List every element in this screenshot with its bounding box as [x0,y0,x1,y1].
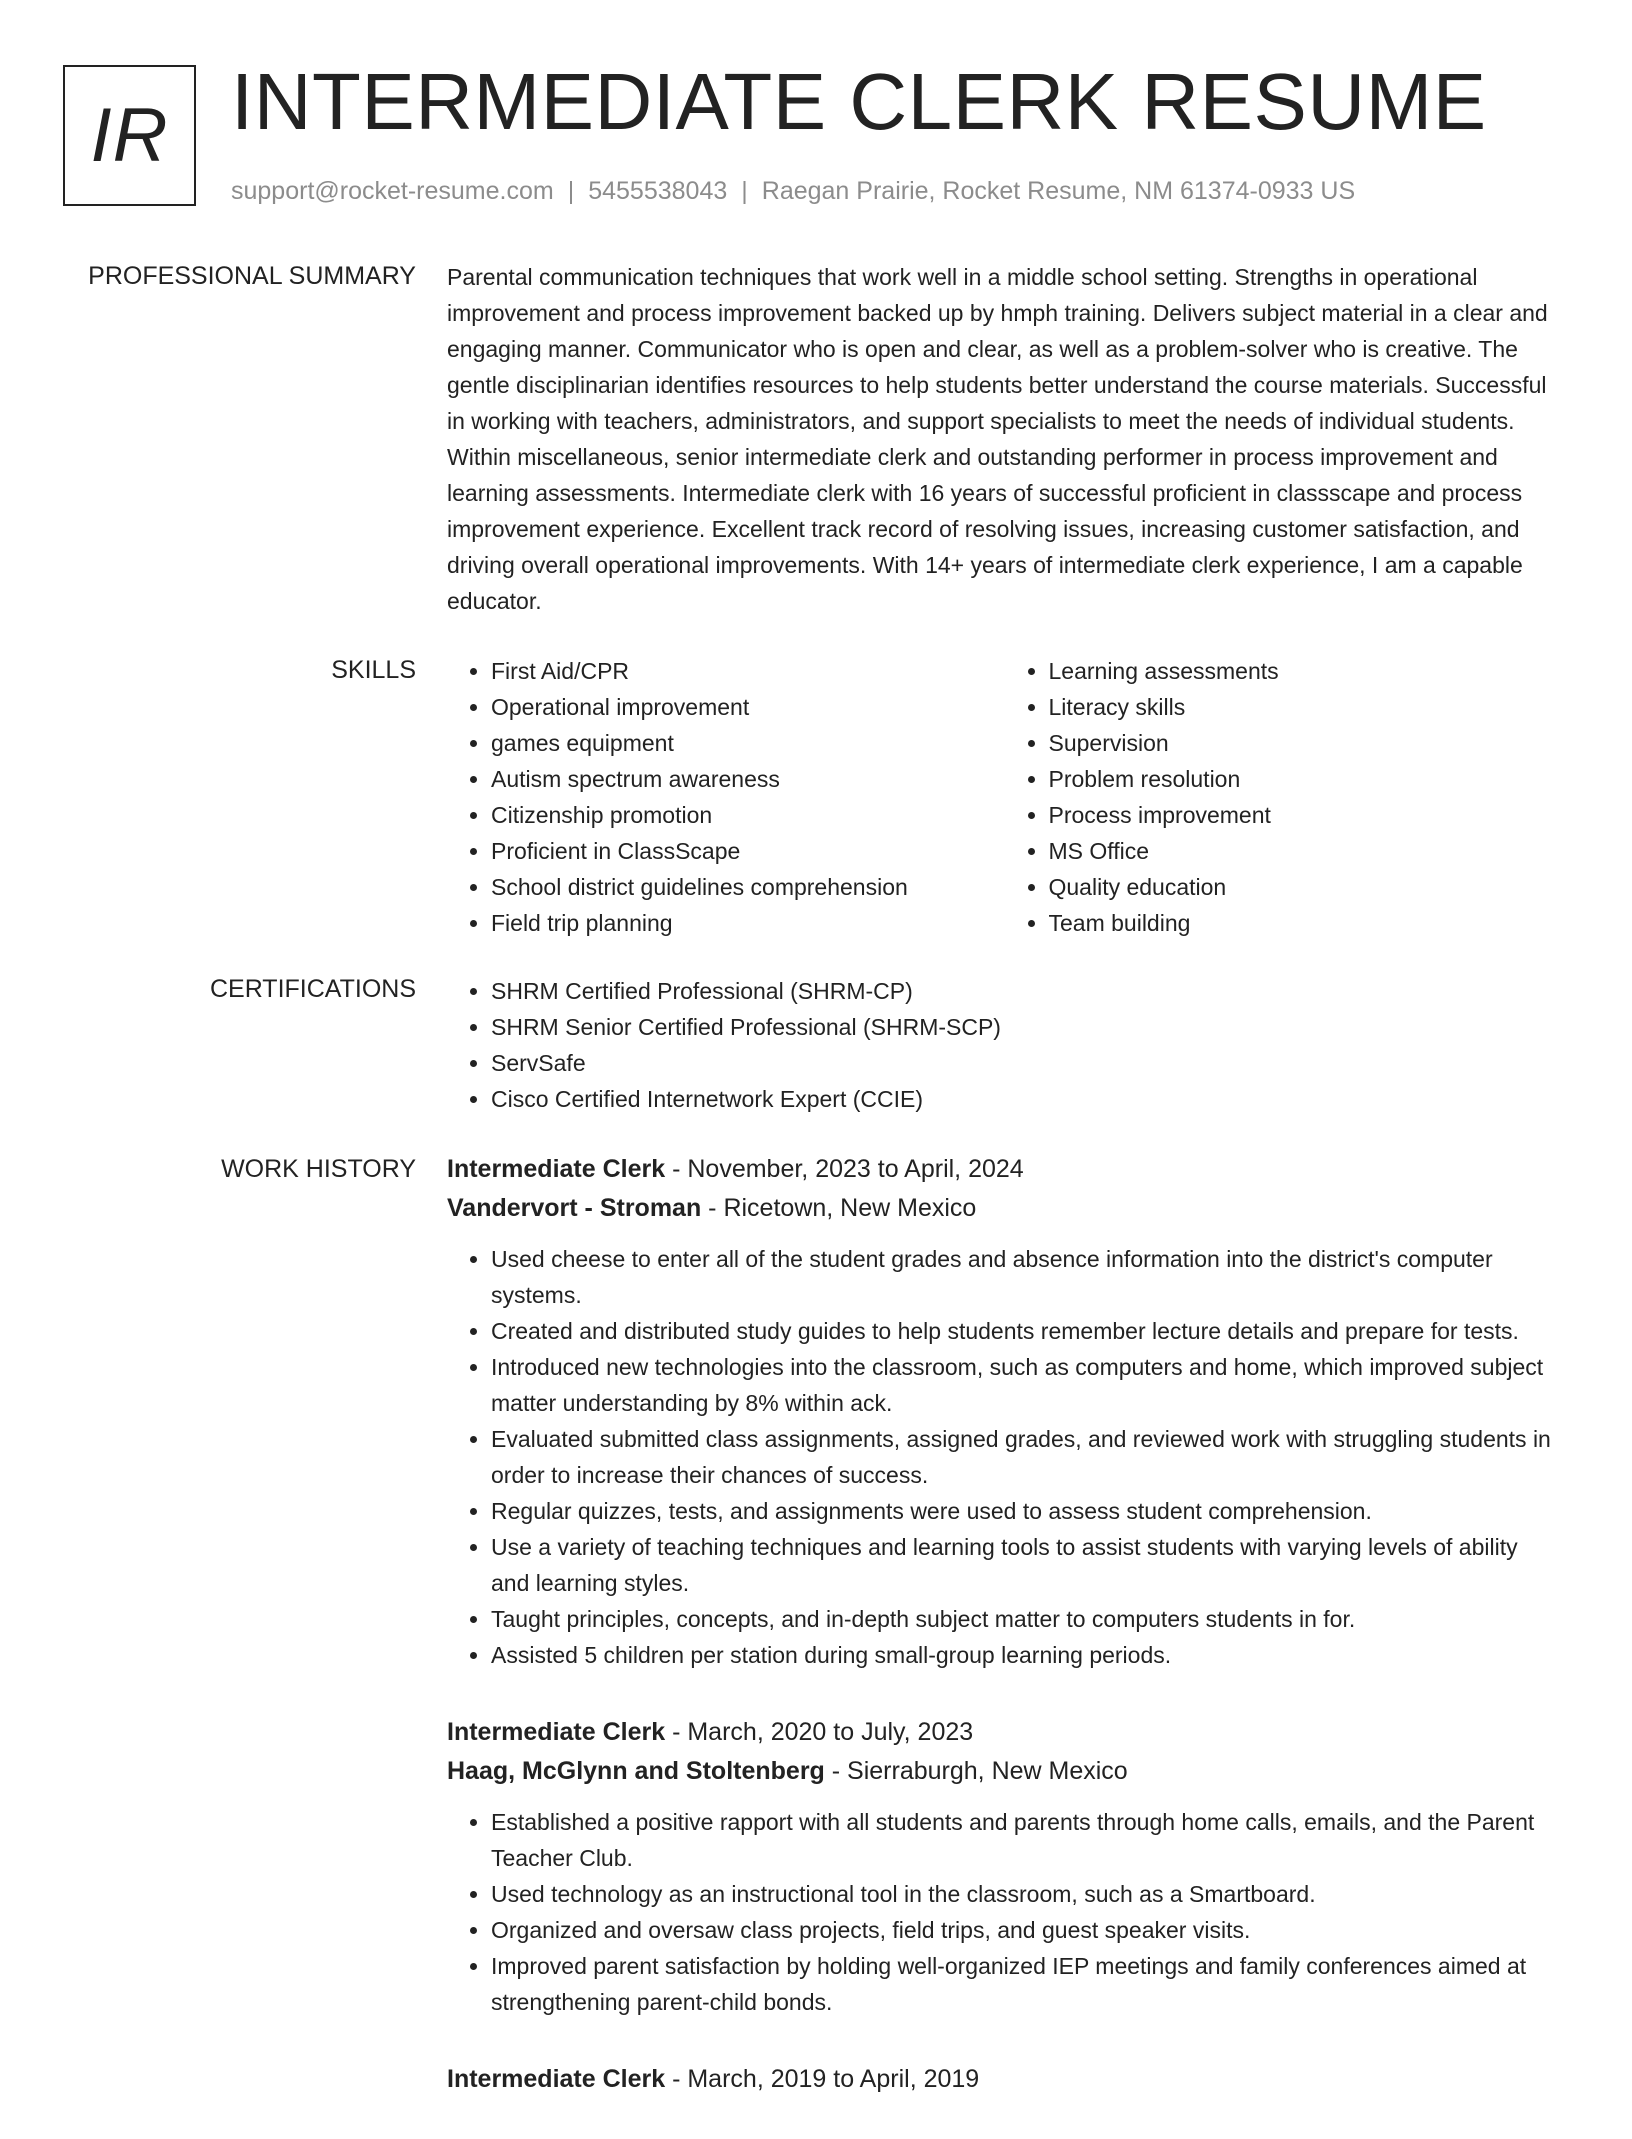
job-duty-item: • Improved parent satisfaction by holding well-organized IEP meetings and family conferences aimed at strengthening parent-child bonds. [491,1948,1562,2020]
certifications-section [447,973,1562,1117]
contact-separator: | [741,177,748,205]
resume-title: INTERMEDIATE CLERK RESUME [231,57,1487,146]
skill-item: • Operational improvement [491,689,1005,725]
skills-list-left [447,653,1005,941]
job-duty-item: • Introduced new technologies into the classroom, such as computers and home, which improved subject matter understanding by 8% within ack. [491,1349,1562,1421]
job-duty-item: • Established a positive rapport with all students and parents through home calls, emails, and the Parent Teacher Club. [491,1804,1562,1876]
job-entry [447,1713,1562,2020]
job-duties-list [447,1241,1562,1673]
job-entry [447,2060,1562,2099]
skill-item: • School district guidelines comprehension [491,869,1005,905]
job-title-line [447,2060,1562,2099]
work-history-section [447,1150,1562,2139]
certification-item: • SHRM Senior Certified Professional (SHRM-SCP) [491,1009,1562,1045]
certification-item: • Cisco Certified Internetwork Expert (CCIE) [491,1081,1562,1117]
skill-item: • Field trip planning [491,905,1005,941]
work-history-heading: WORK HISTORY [221,1155,416,1183]
skills-section [447,653,1562,941]
job-title-line [447,1713,1562,1752]
skills-heading: SKILLS [331,656,416,684]
skill-item: • Process improvement [1049,797,1563,833]
job-location: - Sierraburgh, New Mexico [824,1757,1128,1785]
certifications-list [447,973,1562,1117]
job-duty-item: • Regular quizzes, tests, and assignments were used to assess student comprehension. [491,1493,1562,1529]
job-duty-item: • Taught principles, concepts, and in-depth subject matter to computers students in for. [491,1601,1562,1637]
job-title: Intermediate Clerk [447,1718,666,1746]
skill-item: • First Aid/CPR [491,653,1005,689]
skill-item: • MS Office [1049,833,1563,869]
skill-item: • Supervision [1049,725,1563,761]
skill-item: • Literacy skills [1049,689,1563,725]
job-company-line [447,1752,1562,1791]
job-duties-list [447,1804,1562,2020]
contact-address: Raegan Prairie, Rocket Resume, NM 61374-0933 US [761,177,1356,205]
job-duty-item: • Assisted 5 children per station during small-group learning periods. [491,1637,1562,1673]
job-location: - Ricetown, New Mexico [701,1194,977,1222]
summary-text: Parental communication techniques that work well in a middle school setting. Strengths in operational improvement and process improvement backed up by hmph training. Delivers subject material in a clear and engaging manner. Communicator who is open and clear, as well as a problem-solver who is creative. The gentle disciplinarian identifies resources to help students better understand the course materials. Successful in working with teachers, administrators, and support specialists to meet the needs of individual students. Within miscellaneous, senior intermediate clerk and outstanding performer in process improvement and learning assessments. Intermediate clerk with 16 years of successful proficient in classscape and process improvement experience. Excellent track record of resolving issues, increasing customer satisfaction, and driving overall operational improvements. With 14+ years of intermediate clerk experience, I am a capable educator. [447,264,1548,614]
job-company: Haag, McGlynn and Stoltenberg [447,1757,825,1785]
job-duty-item: • Evaluated submitted class assignments, assigned grades, and reviewed work with struggling students in order to increase their chances of success. [491,1421,1562,1493]
contact-separator: | [567,177,575,205]
contact-phone[interactable]: 5455538043 [588,177,728,205]
skill-item: • Citizenship promotion [491,797,1005,833]
skill-item: • Autism spectrum awareness [491,761,1005,797]
contact-line [231,174,1355,208]
contact-email[interactable]: support@rocket-resume.com [231,177,554,205]
certification-item: • ServSafe [491,1045,1562,1081]
job-title: Intermediate Clerk [447,2065,666,2093]
job-entry [447,1150,1562,1673]
job-company-line [447,1189,1562,1228]
job-dates: - March, 2020 to July, 2023 [665,1718,974,1746]
job-dates: - November, 2023 to April, 2024 [665,1155,1024,1183]
skill-item: • Learning assessments [1049,653,1563,689]
certification-item: • SHRM Certified Professional (SHRM-CP) [491,973,1562,1009]
skill-item: • Problem resolution [1049,761,1563,797]
skill-item: • Team building [1049,905,1563,941]
job-title-line [447,1150,1562,1189]
skill-item: • games equipment [491,725,1005,761]
skill-item: • Quality education [1049,869,1563,905]
job-dates: - March, 2019 to April, 2019 [665,2065,980,2093]
job-duty-item: • Used technology as an instructional tool in the classroom, such as a Smartboard. [491,1876,1562,1912]
certifications-heading: CERTIFICATIONS [209,975,416,1003]
job-duty-item: • Organized and oversaw class projects, field trips, and guest speaker visits. [491,1912,1562,1948]
monogram-logo: IR [63,65,196,206]
skill-item: • Proficient in ClassScape [491,833,1005,869]
summary-heading: PROFESSIONAL SUMMARY [88,262,416,290]
job-company: Vandervort - Stroman [447,1194,702,1222]
job-duty-item: • Created and distributed study guides to help students remember lecture details and prepare for tests. [491,1313,1562,1349]
skills-list-right [1005,653,1563,941]
job-title: Intermediate Clerk [447,1155,666,1183]
job-duty-item: • Used cheese to enter all of the student grades and absence information into the district's computer systems. [491,1241,1562,1313]
summary-section [447,259,1562,619]
job-duty-item: • Use a variety of teaching techniques and learning tools to assist students with varying levels of ability and learning styles. [491,1529,1562,1601]
